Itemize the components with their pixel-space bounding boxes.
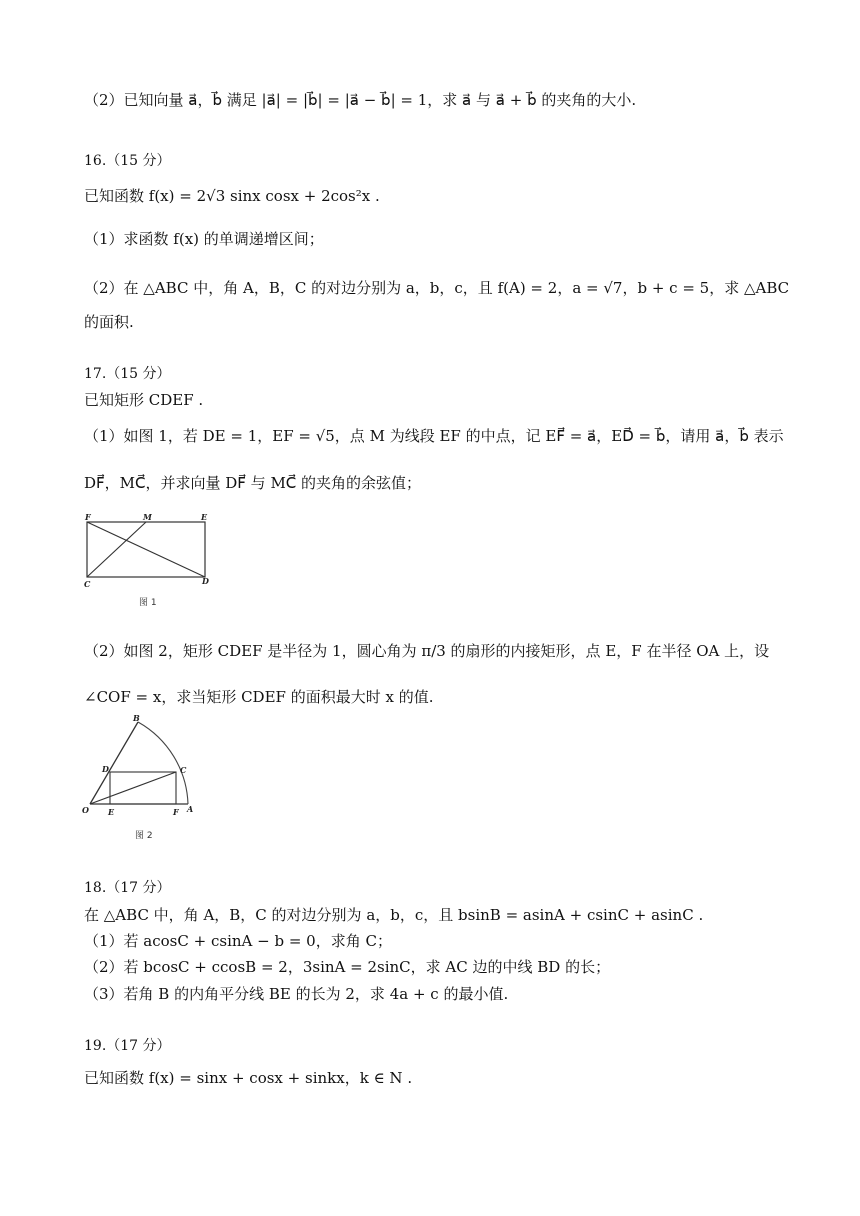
fig1-caption: 图 1 xyxy=(139,598,157,608)
fig1-label-e: E xyxy=(201,512,208,522)
q19-header: 19.（17 分） xyxy=(84,1038,171,1054)
q17-part2-line1: （2）如图 2，矩形 CDEF 是半径为 1，圆心角为 π/3 的扇形的内接矩形，点 E，F 在半径 OA 上，设 xyxy=(84,642,770,660)
fig2-label-c: C xyxy=(180,765,187,775)
fig2-label-a: A xyxy=(187,804,194,814)
fig2-label-f: F xyxy=(173,807,179,817)
q17-header: 17.（15 分） xyxy=(84,366,171,382)
q16-part2-line1: （2）在 △ABC 中，角 A，B，C 的对边分别为 a，b，c，且 f(A) = 2，a = √7，b + c = 5，求 △ABC xyxy=(84,279,790,297)
q17-intro: 已知矩形 CDEF . xyxy=(84,391,204,409)
q17-part2-line2: ∠COF = x，求当矩形 CDEF 的面积最大时 x 的值. xyxy=(84,688,434,706)
figure-2 xyxy=(80,712,210,842)
q18-header: 18.（17 分） xyxy=(84,880,171,896)
fig1-label-f: F xyxy=(85,512,91,522)
q19-intro: 已知函数 f(x) = sinx + cosx + sinkx，k ∈ N . xyxy=(84,1069,413,1087)
q16-part1: （1）求函数 f(x) 的单调递增区间； xyxy=(84,230,324,248)
q16-header: 16.（15 分） xyxy=(84,153,171,169)
fig1-diagonal-fd xyxy=(87,522,205,577)
fig2-radius-ob xyxy=(90,722,138,804)
q17-part1-line1: （1）如图 1，若 DE = 1，EF = √5，点 M 为线段 EF 的中点，记 EF⃗ = a⃗，ED⃗ = b⃗，请用 a⃗，b⃗ 表示 xyxy=(84,427,784,445)
figure-1 xyxy=(82,512,222,612)
q18-part1: （1）若 acosC + csinA − b = 0，求角 C； xyxy=(84,932,392,950)
q18-intro: 在 △ABC 中，角 A，B，C 的对边分别为 a，b，c，且 bsinB = asinA + csinC + asinC . xyxy=(84,906,704,924)
q18-part3: （3）若角 B 的内角平分线 BE 的长为 2，求 4a + c 的最小值. xyxy=(84,985,509,1003)
q16-part2-line2: 的面积. xyxy=(84,313,134,331)
fig2-label-o: O xyxy=(82,805,89,815)
fig2-arc-ba xyxy=(138,722,188,804)
q16-intro: 已知函数 f(x) = 2√3 sinx cosx + 2cos²x . xyxy=(84,187,380,205)
fig2-label-d: D xyxy=(102,764,109,774)
fig2-label-e: E xyxy=(108,807,115,817)
fig1-label-d: D xyxy=(202,576,209,586)
fig1-segment-mc xyxy=(87,522,146,577)
fig2-caption: 图 2 xyxy=(135,831,153,841)
fig2-rectangle xyxy=(110,772,176,804)
q17-part1-line2: DF⃗，MC⃗，并求向量 DF⃗ 与 MC⃗ 的夹角的余弦值； xyxy=(84,474,422,492)
fig2-segment-oc xyxy=(90,772,176,804)
fig1-label-m: M xyxy=(143,512,152,522)
fig1-label-c: C xyxy=(84,579,91,589)
fig2-label-b: B xyxy=(133,713,140,723)
q18-part2: （2）若 bcosC + ccosB = 2，3sinA = 2sinC，求 AC 边的中线 BD 的长； xyxy=(84,958,611,976)
q15-part2: （2）已知向量 a⃗，b⃗ 满足 |a⃗| = |b⃗| = |a⃗ − b⃗| = 1，求 a⃗ 与 a⃗ + b⃗ 的夹角的大小. xyxy=(84,91,637,109)
